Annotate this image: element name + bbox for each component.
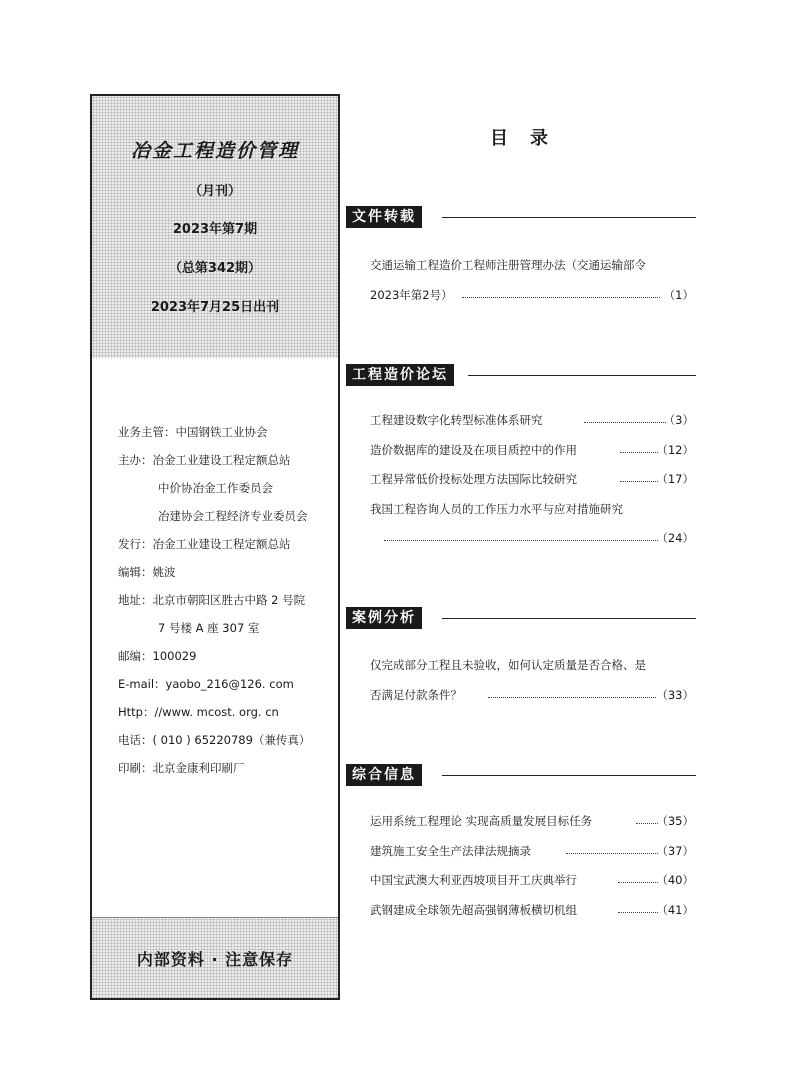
dot-leader: [618, 912, 658, 913]
frequency: （月刊）: [188, 184, 241, 199]
section-label: 工程造价论坛: [346, 364, 454, 386]
toc-item-page: （3）: [663, 413, 694, 427]
toc-item-page: （33）: [656, 687, 694, 702]
section-label: 案例分析: [346, 607, 422, 629]
toc-item[interactable]: [370, 408, 698, 438]
dot-leader: [618, 882, 658, 883]
toc-item-title: 建筑施工安全生产法律法规摘录: [370, 843, 531, 858]
toc-item-title: 工程建设数字化转型标准体系研究: [370, 413, 543, 427]
toc-item[interactable]: [370, 467, 698, 497]
toc-item[interactable]: [370, 809, 698, 839]
toc-item-title: 造价数据库的建设及在项目质控中的作用: [370, 442, 577, 457]
address: 地址：北京市朝阳区胜古中路 2 号院: [118, 593, 306, 607]
publisher-info: [118, 422, 338, 786]
section-header: [346, 607, 696, 629]
toc-section: [346, 764, 696, 786]
toc-item-title: 仅完成部分工程且未验收，如何认定质量是否合格、是: [370, 658, 646, 672]
toc-item[interactable]: [370, 526, 698, 556]
toc-item-page: （41）: [656, 902, 694, 917]
masthead-panel: [90, 94, 340, 1000]
toc-item[interactable]: [370, 283, 698, 313]
toc-item-title: 否满足付款条件？: [370, 687, 462, 702]
toc-item[interactable]: [370, 497, 698, 527]
postcode: 邮编：100029: [118, 649, 197, 663]
toc-item-title: 我国工程咨询人员的工作压力水平与应对措施研究: [370, 501, 623, 516]
toc-item-title: 工程异常低价投标处理方法国际比较研究: [370, 472, 577, 486]
dot-leader: [620, 481, 658, 482]
section-rule: [442, 775, 696, 776]
co-sponsor: 中价协冶金工作委员会: [158, 481, 273, 495]
toc-section: [346, 364, 696, 386]
supervisor: 业务主管：中国钢铁工业协会: [118, 425, 268, 439]
toc-item-title: 运用系统工程理论 实现高质量发展目标任务: [370, 814, 593, 828]
address-line-2: 7 号楼 A 座 307 室: [158, 621, 260, 635]
magazine-title: 冶金工程造价管理: [130, 140, 299, 162]
dot-leader: [620, 452, 658, 453]
toc-item[interactable]: [370, 653, 698, 683]
publish-date: 2023年7月25日出刊: [150, 300, 280, 315]
section-rule: [442, 618, 696, 619]
dot-leader: [462, 297, 660, 298]
footer-notice: 内部资料 · 注意保存: [136, 949, 294, 969]
toc-item[interactable]: [370, 839, 698, 869]
co-sponsor: 冶建协会工程经济专业委员会: [158, 509, 308, 523]
phone: 电话：( 010 ) 65220789（兼传真）: [118, 733, 311, 747]
toc-list: [370, 809, 698, 927]
dot-leader: [566, 853, 658, 854]
toc-item-page: （12）: [656, 442, 694, 457]
toc-section: [346, 206, 696, 228]
toc-section: [346, 607, 696, 629]
section-header: [346, 764, 696, 786]
footer-notice-box: [92, 917, 338, 998]
section-rule: [468, 375, 696, 376]
dot-leader: [384, 540, 658, 541]
dot-leader: [488, 697, 656, 698]
toc-item-page: （40）: [656, 873, 694, 887]
issue-number: 2023年第7期: [172, 222, 258, 237]
toc-item-title: 中国宝武澳大利亚西坡项目开工庆典举行: [370, 873, 577, 887]
masthead: [92, 96, 338, 358]
toc-item-page: （35）: [656, 814, 694, 828]
distributor: 发行：冶金工业建设工程定额总站: [118, 537, 291, 551]
toc-item[interactable]: [370, 683, 698, 713]
editor: 编辑：姚波: [118, 565, 176, 579]
toc-list: [370, 253, 698, 312]
section-rule: [442, 217, 696, 218]
toc-list: [370, 653, 698, 712]
printer: 印刷：北京金康利印刷厂: [118, 761, 245, 775]
toc-item[interactable]: [370, 868, 698, 898]
sponsor: 主办：冶金工业建设工程定额总站: [118, 453, 291, 467]
email: E-mail：yaobo_216@126. com: [118, 677, 294, 691]
toc-title: 目录: [490, 128, 570, 149]
toc-item-page: （37）: [656, 843, 694, 858]
dot-leader: [584, 422, 666, 423]
toc-item[interactable]: [370, 898, 698, 928]
toc-item-title: 武钢建成全球领先超高强钢薄板横切机组: [370, 902, 577, 917]
toc-item-title: 交通运输工程造价工程师注册管理办法（交通运输部令: [370, 258, 646, 272]
dot-leader: [636, 823, 658, 824]
toc-item-page: （24）: [656, 531, 694, 545]
section-header: [346, 364, 696, 386]
toc-list: [370, 408, 698, 556]
website: Http：//www. mcost. org. cn: [118, 705, 279, 719]
toc-item[interactable]: [370, 253, 698, 283]
section-label: 文件转载: [346, 206, 422, 228]
section-label: 综合信息: [346, 764, 422, 786]
toc-item[interactable]: [370, 438, 698, 468]
toc-item-title: 2023年第2号）: [370, 287, 453, 302]
section-header: [346, 206, 696, 228]
toc-item-page: （1）: [663, 287, 694, 302]
total-issue: （总第342期）: [168, 261, 262, 276]
toc-item-page: （17）: [656, 472, 694, 486]
